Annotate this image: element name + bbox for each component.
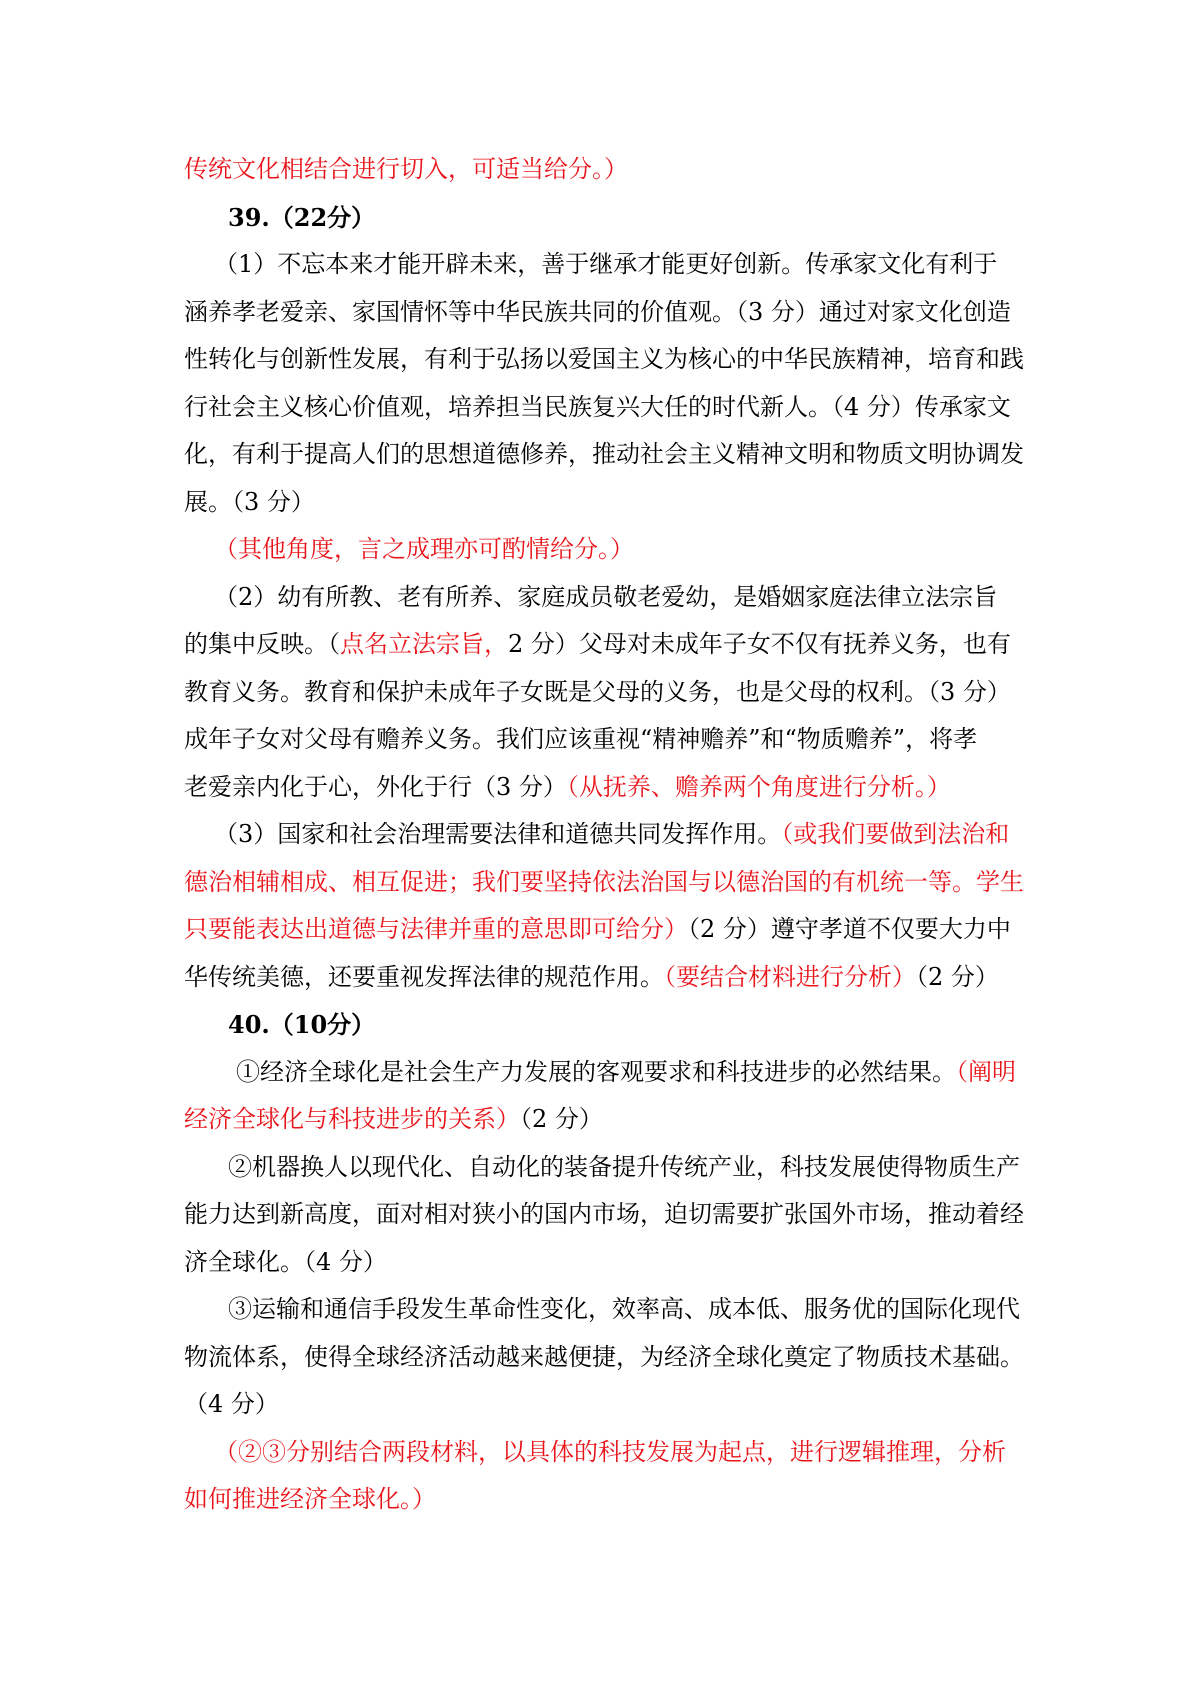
q40-point1-line (184, 1096, 1026, 1144)
q39-part2-line: 成年子女对父母有赡养义务。我们应该重视“精神赡养”和“物质赡养”，将孝 (184, 725, 978, 753)
q39-part1-line: 化，有利于提高人们的思想道德修养，推动社会主义精神文明和物质文明协调发 (184, 440, 1024, 468)
red-note-segment: 只要能表达出道德与法律并重的意思即可给分） (184, 915, 688, 943)
q40-point3-line: （4 分） (184, 1390, 279, 1418)
answer-key-page (184, 146, 1026, 1524)
text-segment: ①经济全球化是社会生产力发展的客观要求和科技进步的必然结果。 (236, 1057, 956, 1086)
red-note-segment: 经济全球化与科技进步的关系） (184, 1105, 520, 1133)
q40-point2-line: 能力达到新高度，面对相对狭小的国内市场，迫切需要扩张国外市场，推动着经 (184, 1200, 1024, 1228)
q39-part1-line: （1）不忘本来才能开辟未来，善于继承才能更好创新。传承家文化有利于 (214, 250, 998, 278)
q39-part1-line: 行社会主义核心价值观，培养担当民族复兴大任的时代新人。（4 分）传承家文 (184, 392, 1011, 421)
q40-note-line: （②③分别结合两段材料，以具体的科技发展为起点，进行逻辑推理，分析 (214, 1437, 1006, 1466)
text-segment: 2 分）父母对未成年子女不仅有抚养义务，也有 (508, 630, 1011, 658)
text-segment: 华传统美德，还要重视发挥法律的规范作用。 (184, 962, 664, 991)
q40-point3-line: 物流体系，使得全球经济活动越来越便捷，为经济全球化奠定了物质技术基础。 (184, 1342, 1024, 1371)
text-segment: 老爱亲内化于心，外化于行（3 分） (184, 772, 567, 801)
question-40-heading: 40.（10分） (228, 1010, 376, 1039)
q40-point3-line: ③运输和通信手段发生革命性变化，效率高、成本低、服务优的国际化现代 (228, 1295, 1020, 1323)
text-segment: （3）国家和社会治理需要法律和道德共同发挥作用。 (214, 820, 782, 848)
q39-part1-line: 性转化与创新性发展，有利于弘扬以爱国主义为核心的中华民族精神，培育和践 (184, 345, 1024, 373)
q40-point2-line: ②机器换人以现代化、自动化的装备提升传统产业，科技发展使得物质生产 (228, 1152, 1020, 1181)
q39-part1-note: （其他角度，言之成理亦可酌情给分。） (214, 535, 634, 563)
red-note-segment: 点名立法宗旨， (340, 630, 508, 658)
red-note-segment: （从抚养、赡养两个角度进行分析。） (566, 772, 951, 801)
text-segment: 的集中反映。（ (184, 630, 340, 658)
q39-part2-line: 教育义务。教育和保护未成年子女既是父母的义务，也是父母的权利。（3 分） (184, 677, 1011, 706)
q39-part3-note-line: 德治相辅相成、相互促进；我们要坚持依法治国与以德治国的有机统一等。学生 (184, 867, 1024, 896)
red-note-line: 传统文化相结合进行切入，可适当给分。） (184, 155, 628, 183)
q40-point1-line (184, 1049, 1026, 1097)
q40-note-line: 如何推进经济全球化。） (184, 1485, 436, 1513)
question-39-heading: 39.（22分） (228, 202, 376, 232)
q39-part1-line: 涵养孝老爱亲、家国情怀等中华民族共同的价值观。（3 分）通过对家文化创造 (184, 297, 1011, 326)
red-note-segment: （或我们要做到法治和 (781, 820, 1010, 848)
q39-part2-line (184, 621, 1026, 669)
text-segment: （2 分）遵守孝道不仅要大力中 (688, 915, 1011, 943)
q39-part3-line (184, 906, 1026, 954)
text-segment: （2 分） (520, 1105, 603, 1133)
q39-part2-line (184, 764, 1026, 812)
q39-part3-line (184, 954, 1026, 1002)
q39-part2-line: （2）幼有所教、老有所养、家庭成员敬老爱幼，是婚姻家庭法律立法宗旨 (214, 582, 998, 611)
red-note-segment: （要结合材料进行分析） (664, 962, 916, 991)
q39-part1-line: 展。（3 分） (184, 487, 315, 516)
text-segment: （2 分） (916, 962, 999, 991)
red-note-segment: （阐明 (956, 1057, 1016, 1086)
q39-part3-line (184, 811, 1026, 859)
q40-point2-line: 济全球化。（4 分） (184, 1247, 387, 1276)
